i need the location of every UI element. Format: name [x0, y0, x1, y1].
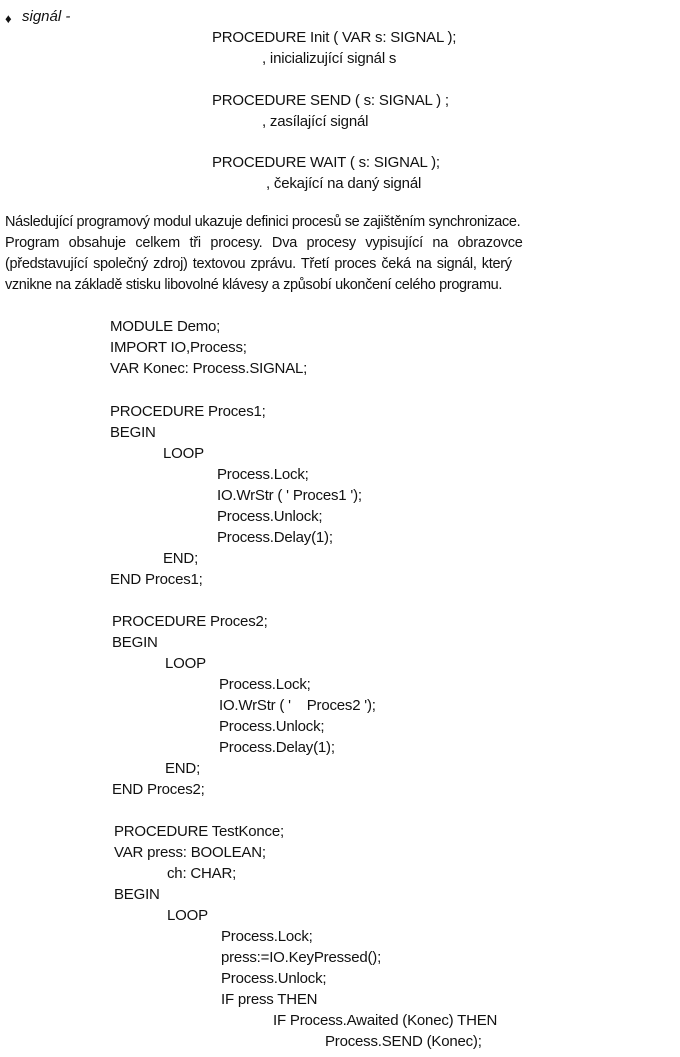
- code-line: Process.Delay(1);: [217, 529, 333, 546]
- section-term: signál -: [22, 8, 71, 25]
- code-line: BEGIN: [112, 634, 158, 651]
- code-line: PROCEDURE Proces1;: [110, 403, 266, 420]
- code-line: IF press THEN: [221, 991, 318, 1008]
- code-line: press:=IO.KeyPressed();: [221, 949, 382, 966]
- code-line: Process.Lock;: [217, 466, 309, 483]
- procedure-comment: , čekající na daný signál: [266, 175, 422, 192]
- code-line: ch: CHAR;: [167, 865, 237, 882]
- procedure-comment: , zasílající signál: [262, 113, 369, 130]
- code-line: Process.Lock;: [221, 928, 313, 945]
- code-line: LOOP: [163, 445, 204, 462]
- code-line: Process.Unlock;: [219, 718, 325, 735]
- code-line: IMPORT IO,Process;: [110, 339, 247, 356]
- code-line: Process.SEND (Konec);: [325, 1033, 482, 1050]
- bullet-icon: ♦: [5, 11, 12, 26]
- code-line: PROCEDURE Proces2;: [112, 613, 268, 630]
- code-line: BEGIN: [110, 424, 156, 441]
- procedure-comment: , inicializující signál s: [262, 50, 397, 67]
- code-line: LOOP: [165, 655, 206, 672]
- description-paragraph: [5, 212, 673, 296]
- code-line: Process.Lock;: [219, 676, 311, 693]
- code-line: MODULE Demo;: [110, 318, 221, 335]
- paragraph-line: Program obsahuje celkem tři procesy. Dva procesy vypisující na obrazovce: [5, 235, 523, 251]
- code-line: IF Process.Awaited (Konec) THEN: [273, 1012, 498, 1029]
- paragraph-line: Následující programový modul ukazuje definici procesů se zajištěním synchronizace.: [5, 214, 521, 230]
- code-line: END;: [165, 760, 201, 777]
- procedure-signature: PROCEDURE Init ( VAR s: SIGNAL );: [212, 29, 457, 46]
- paragraph-line: (představující společný zdroj) textovou zprávu. Třetí proces čeká na signál, který: [5, 256, 512, 272]
- code-line: Process.Unlock;: [217, 508, 323, 525]
- code-line: VAR press: BOOLEAN;: [114, 844, 266, 861]
- code-line: IO.WrStr ( ' Proces1 ');: [217, 487, 362, 504]
- code-line: END Proces1;: [110, 571, 203, 588]
- code-line: BEGIN: [114, 886, 160, 903]
- code-line: IO.WrStr ( ' Proces2 ');: [219, 697, 376, 714]
- code-line: PROCEDURE TestKonce;: [114, 823, 284, 840]
- code-line: Process.Unlock;: [221, 970, 327, 987]
- code-line: VAR Konec: Process.SIGNAL;: [110, 360, 308, 377]
- code-line: Process.Delay(1);: [219, 739, 335, 756]
- code-line: END Proces2;: [112, 781, 205, 798]
- code-line: END;: [163, 550, 199, 567]
- code-line: LOOP: [167, 907, 208, 924]
- procedure-signature: PROCEDURE WAIT ( s: SIGNAL );: [212, 154, 440, 171]
- procedure-signature: PROCEDURE SEND ( s: SIGNAL ) ;: [212, 92, 449, 109]
- paragraph-line: vznikne na základě stisku libovolné klávesy a způsobí ukončení celého programu.: [5, 277, 503, 293]
